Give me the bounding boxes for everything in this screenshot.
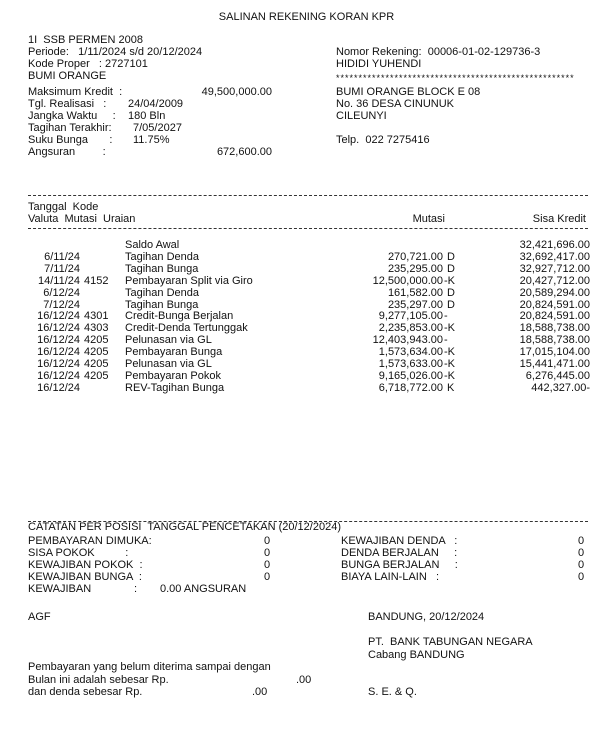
cell-dk: D [444, 250, 455, 263]
kode-proper: Kode Proper : 2727101 [28, 58, 148, 70]
table-row [0, 334, 613, 346]
cell-kode: 4152 [84, 274, 109, 287]
table-row [0, 382, 613, 394]
cell-mutasi: 1,573,633.00 [378, 358, 443, 370]
catatan-label: BUNGA BERJALAN : [341, 559, 458, 571]
cell-tanggal: 16/12/24 [37, 346, 80, 359]
cell-uraian: REV-Tagihan Bunga [125, 381, 225, 394]
cell-mutasi: 2,235,853.00 [378, 322, 443, 335]
catatan-title: CATATAN PER POSISI TANGGAL PENCETAKAN (20/12/2024) [28, 521, 341, 533]
cell-mutasi: 12,500,000.00 [372, 274, 443, 287]
note-line-3-label: dan denda sebesar Rp. [28, 686, 143, 698]
cell-mutasi: 12,403,943.00 [372, 334, 443, 347]
catatan-label: BIAYA LAIN-LAIN : [341, 571, 440, 583]
suku-value: 11.75% [133, 134, 170, 146]
cell-kode: 4205 [84, 334, 109, 347]
column-header-valuta: Valuta Mutasi Uraian [28, 213, 136, 225]
cell-uraian: Saldo Awal [125, 239, 180, 251]
officer-code: AGF [28, 611, 51, 623]
document-title: SALINAN REKENING KORAN KPR [218, 11, 395, 23]
table-row [0, 275, 613, 287]
telephone: Telp. 022 7275416 [336, 134, 430, 146]
cell-mutasi: 270,721.00 [387, 250, 443, 263]
catatan-value: 0 [578, 547, 585, 559]
cell-tanggal: 6/11/24 [44, 250, 80, 263]
column-header-sisa: Sisa Kredit [532, 213, 586, 225]
cell-sisa: 32,421,696.00 [519, 239, 590, 251]
cell-sisa: 15,441,471.00 [519, 358, 590, 370]
cell-uraian: Tagihan Bunga [125, 262, 199, 275]
table-row [0, 239, 613, 251]
catatan-label: PEMBAYARAN DIMUKA: [28, 535, 152, 547]
catatan-label: KEWAJIBAN BUNGA : [28, 571, 142, 583]
jangka-label: Jangka Waktu : [28, 110, 116, 122]
cell-dk: -K [444, 358, 455, 370]
maks-label: Maksimum Kredit : [28, 86, 123, 98]
tagihan-label: Tagihan Terakhir: [28, 122, 112, 134]
cell-mutasi: 9,277,105.00 [378, 310, 443, 323]
cell-kode: 4205 [84, 346, 109, 359]
cell-uraian: Credit-Bunga Berjalan [125, 310, 234, 323]
series-line: 1I SSB PERMEN 2008 [28, 34, 143, 46]
column-header-mutasi: Mutasi [412, 213, 445, 225]
cell-tanggal: 7/12/24 [43, 298, 80, 311]
cell-kode: 4303 [84, 322, 109, 335]
cell-uraian: Tagihan Denda [125, 286, 200, 299]
table-row [0, 358, 613, 370]
catatan-label: DENDA BERJALAN : [341, 547, 458, 559]
address-line-2: No. 36 DESA CINUNUK [336, 98, 454, 110]
catatan-label: SISA POKOK : [28, 547, 129, 559]
cell-uraian: Credit-Denda Tertunggak [125, 322, 248, 335]
cell-dk: D [444, 298, 455, 311]
catatan-value: 0 [578, 535, 585, 547]
cell-dk: D [444, 262, 455, 275]
cell-mutasi: 235,297.00 [387, 298, 443, 311]
cell-tanggal: 16/12/24 [37, 381, 80, 394]
cell-sisa: 442,327.00- [531, 381, 590, 394]
catatan-value: 0 [264, 535, 271, 547]
star-separator: ***************************************************** [336, 73, 575, 83]
cell-dk: - [444, 334, 448, 347]
divider [28, 228, 588, 229]
cell-sisa: 32,692,417.00 [519, 250, 590, 263]
cell-uraian: Pembayaran Pokok [125, 369, 221, 382]
signature: S. E. & Q. [368, 686, 417, 698]
housing-name: BUMI ORANGE [28, 70, 107, 82]
suku-label: Suku Bunga : [28, 134, 113, 146]
table-row [0, 370, 613, 382]
cell-tanggal: 16/12/24 [37, 322, 80, 335]
table-row [0, 346, 613, 358]
angsuran-value: 672,600.00 [216, 146, 272, 158]
tagihan-value: 7/05/2027 [133, 122, 182, 134]
cell-mutasi: 161,582.00 [387, 286, 443, 299]
cell-tanggal: 14/11/24 [37, 274, 80, 287]
catatan-value: 0 [264, 547, 271, 559]
table-row [0, 310, 613, 322]
branch-name: Cabang BANDUNG [368, 649, 465, 661]
maks-value: 49,500,000.00 [201, 86, 272, 98]
cell-sisa: 20,824,591.00 [519, 298, 590, 311]
cell-kode: 4301 [84, 310, 109, 323]
table-row [0, 287, 613, 299]
note-line-1: Pembayaran yang belum diterima sampai dengan [28, 661, 271, 673]
catatan-value: 0 [264, 559, 271, 571]
account-number: Nomor Rekening: 00006-01-02-129736-3 [336, 46, 541, 58]
table-row [0, 251, 613, 263]
cell-uraian: Pembayaran Bunga [125, 346, 223, 359]
cell-mutasi: 235,295.00 [387, 262, 443, 275]
note-line-2-label: Bulan ini adalah sebesar Rp. [28, 674, 169, 686]
cell-uraian: Pelunasan via GL [125, 358, 212, 370]
note-line-3-value: .00 [252, 686, 268, 698]
cell-dk: D [444, 286, 455, 299]
angsuran-label: Angsuran : [28, 146, 106, 158]
tgl-value: 24/04/2009 [128, 98, 184, 110]
cell-sisa: 18,588,738.00 [519, 322, 590, 335]
cell-sisa: 20,824,591.00 [519, 310, 590, 323]
cell-mutasi: 1,573,634.00 [378, 346, 443, 359]
cell-tanggal: 16/12/24 [37, 358, 80, 370]
catatan-label: KEWAJIBAN POKOK : [28, 559, 143, 571]
kewajiban-label: KEWAJIBAN : [28, 583, 138, 595]
table-row [0, 263, 613, 275]
divider [28, 195, 588, 196]
cell-uraian: Pelunasan via GL [125, 334, 212, 347]
note-line-2-value: .00 [296, 674, 312, 686]
cell-uraian: Pembayaran Split via Giro [125, 274, 253, 287]
bank-name: PT. BANK TABUNGAN NEGARA [368, 636, 533, 648]
jangka-value: 180 Bln [128, 110, 166, 122]
address-line-3: CILEUNYI [336, 110, 387, 122]
cell-kode: 4205 [84, 358, 109, 370]
tgl-label: Tgl. Realisasi : [28, 98, 107, 110]
cell-sisa: 32,927,712.00 [519, 262, 590, 275]
cell-sisa: 6,276,445.00 [525, 369, 590, 382]
cell-tanggal: 6/12/24 [43, 286, 80, 299]
catatan-value: 0 [578, 571, 585, 583]
catatan-value: 0 [264, 571, 271, 583]
cell-dk: K [444, 381, 455, 394]
catatan-label: KEWAJIBAN DENDA : [341, 535, 458, 547]
cell-dk: -K [444, 322, 455, 335]
catatan-value: 0 [578, 559, 585, 571]
periode: Periode: 1/11/2024 s/d 20/12/2024 [28, 46, 203, 58]
place-date: BANDUNG, 20/12/2024 [368, 611, 485, 623]
cell-sisa: 20,589,294.00 [519, 286, 590, 299]
table-row [0, 322, 613, 334]
cell-dk: -K [444, 346, 455, 359]
cell-tanggal: 16/12/24 [37, 369, 80, 382]
cell-dk: -K [444, 369, 455, 382]
cell-uraian: Tagihan Bunga [125, 298, 199, 311]
cell-kode: 4205 [84, 369, 109, 382]
cell-dk: - [444, 310, 448, 323]
table-row [0, 299, 613, 311]
cell-sisa: 20,427,712.00 [519, 274, 590, 287]
cell-mutasi: 6,718,772.00 [378, 381, 443, 394]
cell-uraian: Tagihan Denda [125, 250, 200, 263]
cell-sisa: 17,015,104.00 [519, 346, 590, 359]
cell-tanggal: 16/12/24 [37, 334, 80, 347]
cell-sisa: 18,588,738.00 [519, 334, 590, 347]
kewajiban-value: 0.00 ANGSURAN [160, 583, 247, 595]
cell-tanggal: 7/11/24 [44, 262, 80, 275]
cell-tanggal: 16/12/24 [37, 310, 80, 323]
cell-dk: -K [444, 274, 455, 287]
column-header-tanggal-kode: Tanggal Kode [28, 201, 99, 213]
customer-name: HIDIDI YUHENDI [336, 58, 422, 70]
address-line-1: BUMI ORANGE BLOCK E 08 [336, 86, 481, 98]
cell-mutasi: 9,165,026.00 [378, 369, 443, 382]
